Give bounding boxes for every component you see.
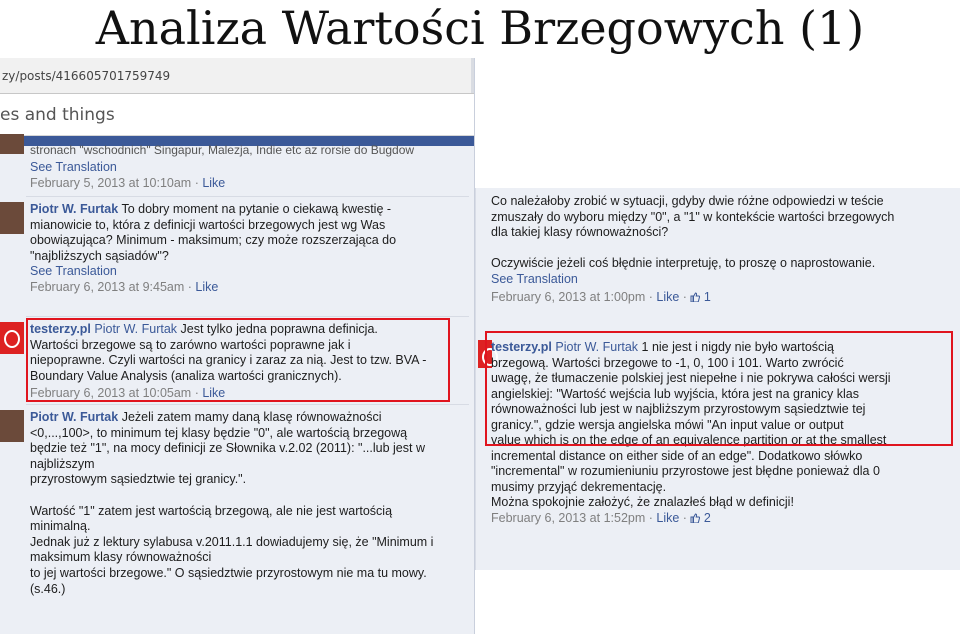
comment-line: Jednak już z lektury sylabusa v.2011.1.1 dowiadujemy się, że "Minimum i [30, 534, 434, 549]
address-bar[interactable] [0, 58, 475, 94]
comment-line: minimalną. [30, 519, 91, 534]
comment-line: równoważności lub jest w najbliższym przyrostowym sąsiedztwie tej [491, 402, 866, 416]
like-link[interactable]: Like [202, 386, 226, 401]
see-translation-link[interactable]: See Translation [30, 160, 117, 174]
avatar[interactable] [0, 202, 24, 234]
comment-meta: February 6, 2013 at 1:52pm · Like · 2 [491, 510, 711, 525]
comment-line: brzegową. Wartości brzegowe to -1, 0, 100 i 101. Warto zwrócić [491, 355, 844, 370]
cropped-comment-text: stronach "wschodnich" Singapur, Malezja, Indie etc az rorsie do Bugdow [30, 143, 415, 157]
slide-title: Analiza Wartości Brzegowych (1) [95, 1, 865, 55]
testerzy-avatar[interactable] [478, 340, 492, 368]
avatar[interactable] [0, 410, 24, 442]
thumbs-up-icon [690, 513, 700, 523]
comment [491, 340, 954, 526]
comment-line: incremental distance on either side of an edge". Dodatkowo słówko [491, 448, 863, 463]
comment-body: testerzy.pl Piotr W. Furtak Jest tylko jedna poprawna definicja. [30, 322, 378, 336]
divider [26, 316, 469, 317]
comment-date[interactable]: February 6, 2013 at 10:05am [30, 386, 192, 401]
comment-line: musimy przyjąć dekrementację. [491, 479, 667, 494]
comment-line: zmuszały do wyboru między "0", a "1" w kontekście wartości brzegowych [491, 209, 895, 224]
comment-line: będzie też "1", na mocy definicji ze Słownika v.2.02 (2011): "...lub jest w [30, 441, 425, 456]
comment-date[interactable]: February 6, 2013 at 1:52pm [491, 510, 646, 525]
comment-line: Oczywiście jeżeli coś błędnie interpretuję, to proszę o naprostowanie. [491, 256, 876, 270]
comment-line: niepoprawne. Czyli wartości na granicy i zaraz za nią. Jest to tzw. BVA - [30, 353, 427, 368]
comment-line: dla takiej klasy równoważności? [491, 225, 669, 239]
like-count-value: 1 [703, 290, 711, 304]
comment-meta: February 6, 2013 at 9:45am · Like [30, 279, 219, 294]
comment-line: obowiązująca? Minimum - maksimum; czy może rozszerzająca do [30, 233, 397, 248]
left-screenshot [0, 58, 475, 634]
comment-line: maksimum klasy równoważności [30, 550, 212, 565]
comment-line: "incremental" w rozumieniuniu przyrostowe jest błędne ponieważ dla 0 [491, 464, 880, 478]
like-link[interactable]: Like [195, 279, 219, 294]
like-link[interactable]: Like [202, 175, 226, 190]
comment-date[interactable]: February 5, 2013 at 10:10am [30, 175, 192, 190]
comment-date[interactable]: February 6, 2013 at 9:45am [30, 279, 185, 294]
comment-body: Piotr W. Furtak To dobry moment na pytanie o ciekawą kwestię - [30, 202, 392, 216]
comment-author[interactable]: testerzy.pl [30, 322, 91, 336]
like-count[interactable] [690, 511, 710, 525]
divider [26, 196, 469, 197]
comment-body: testerzy.pl Piotr W. Furtak 1 nie jest i nigdy nie było wartością [491, 340, 834, 354]
mention-link[interactable]: Piotr W. Furtak [94, 322, 178, 336]
comment-line: value which is on the edge of an equivalence partition or at the smallest [491, 433, 887, 447]
comment-body: Piotr W. Furtak Jeżeli zatem mamy daną klasę równoważności [30, 410, 382, 424]
comment-line: Co należałoby zrobić w sytuacji, gdyby dwie różne odpowiedzi w teście [491, 194, 884, 208]
comment-line: angielskiej: "Wartość wejścia lub wyjścia, która jest na granicy klas [491, 386, 859, 401]
comment-line: przyrostowym sąsiedztwie tej granicy.". [30, 472, 247, 487]
comment-author[interactable]: Piotr W. Furtak [30, 410, 119, 424]
divider [26, 404, 469, 405]
comment-line: granicy.", gdzie wersja angielska mówi "An input value or output [491, 417, 844, 432]
comment-line: uwagę, że tłumaczenie polskiej jest niepełne i nie pokrywa całości wersji [491, 371, 891, 385]
comment-continuation [491, 194, 954, 306]
comment-line: Boundary Value Analysis (analiza wartości granicznych). [30, 368, 342, 383]
like-count[interactable] [690, 290, 710, 304]
comment-meta: February 5, 2013 at 10:10am · Like [30, 175, 226, 190]
address-bar-edge [471, 58, 475, 94]
avatar[interactable] [0, 134, 24, 154]
comment-author[interactable]: Piotr W. Furtak [30, 202, 119, 216]
comment-meta: February 6, 2013 at 10:05am · Like [30, 386, 226, 401]
like-link[interactable]: Like [656, 290, 680, 304]
comment-line: Wartości brzegowe są to zarówno wartości poprawne jak i [30, 337, 351, 352]
mention-link[interactable]: Piotr W. Furtak [555, 340, 639, 354]
comment-date[interactable]: February 6, 2013 at 1:00pm [491, 290, 646, 304]
comment-author[interactable]: testerzy.pl [491, 340, 552, 354]
comment-line: to jej wartości brzegowe." O sąsiedztwie przyrostowym nie ma tu mowy. [30, 565, 427, 580]
comment-line: "najbliższych sąsiadów"? [30, 248, 169, 263]
like-link[interactable]: Like [656, 510, 680, 525]
comment-line: najbliższym [30, 456, 95, 471]
comment-meta: February 6, 2013 at 1:00pm · Like · 1 [491, 290, 711, 304]
like-count-value: 2 [703, 510, 711, 525]
page-tab-title[interactable]: es and things [0, 94, 475, 136]
comment-line: Można spokojnie założyć, że znalazłeś błąd w definicji! [491, 495, 794, 509]
see-translation-link[interactable]: See Translation [491, 271, 578, 286]
comment-line: Wartość "1" zatem jest wartością brzegową, ale nie jest wartością [30, 503, 393, 518]
testerzy-avatar[interactable] [0, 322, 24, 354]
comment-line: mianowicie to, która z definicji wartości brzegowych jest wg Was [30, 217, 386, 232]
blank-line [30, 488, 464, 504]
see-translation-link[interactable]: See Translation [30, 264, 117, 279]
comment-line: (s.46.) [30, 581, 66, 596]
comment-thread-left [0, 143, 475, 634]
comment-line: <0,...,100>, to minimum tej klasy będzie "0", ale wartością brzegową [30, 425, 408, 440]
blank-line [491, 241, 954, 257]
url-text[interactable]: zy/posts/416605701759749 [2, 69, 171, 83]
thumbs-up-icon [690, 292, 700, 302]
right-screenshot [475, 188, 960, 570]
